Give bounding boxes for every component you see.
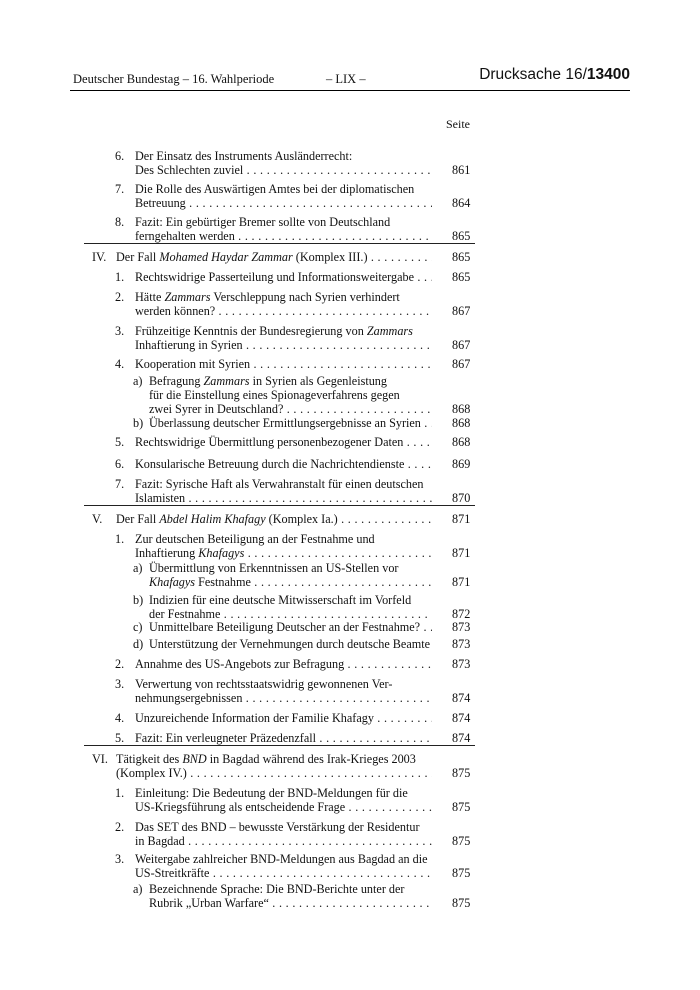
- toc-entry-title: Bezeichnende Sprache: Die BND-Berichte unter der Rubrik „Urban Warfare“ . . .: [149, 882, 432, 910]
- toc-entry-title: Fazit: Syrische Haft als Verwahranstalt für einen deutschen Islamisten . . .: [135, 477, 432, 505]
- toc-entry-number: 3.: [115, 677, 125, 691]
- toc-entry-title: Fazit: Ein gebürtiger Bremer sollte von Deutschland ferngehalten werden . . .: [135, 215, 432, 243]
- header-title: Deutscher Bundestag – 16. Wahlperiode: [73, 72, 275, 86]
- header-page-number: – LIX –: [326, 72, 366, 86]
- toc-entry-page: 874: [452, 731, 471, 745]
- toc-entry-number: V.: [92, 512, 103, 526]
- toc-entry-title: Der Fall Abdel Halim Khafagy (Komplex Ia.) . . .: [116, 512, 432, 526]
- toc-entry-number: 1.: [115, 270, 125, 284]
- toc-entry-title: Befragung Zammars in Syrien als Gegenleistung für die Einstellung eines Spionageverfahrens gegen zwei Syrer in Deutschland? . . .: [149, 374, 432, 417]
- toc-entry-number: a): [133, 882, 143, 896]
- toc-entry-number: 3.: [115, 324, 125, 338]
- toc-entry-number: b): [133, 416, 144, 430]
- toc-entry-number: 5.: [115, 731, 125, 745]
- toc-entry-page: 871: [452, 575, 471, 590]
- section-separator: [84, 243, 475, 244]
- toc-entry-page: 873: [452, 620, 471, 634]
- toc-entry-number: 7.: [115, 477, 125, 491]
- toc-entry-number: 4.: [115, 357, 125, 371]
- toc-entry-number: IV.: [92, 250, 107, 264]
- toc-entry-number: 2.: [115, 290, 125, 304]
- toc-entry-page: 869: [452, 457, 471, 471]
- toc-entry-title: Annahme des US-Angebots zur Befragung . . .: [135, 657, 432, 671]
- toc-entry-number: 1.: [115, 532, 125, 546]
- toc-entry-number: a): [133, 561, 143, 575]
- toc-entry-title: Rechtswidrige Passerteilung und Informationsweitergabe . . .: [135, 270, 432, 284]
- toc-entry-page: 875: [452, 800, 471, 815]
- toc-entry-page: 870: [452, 491, 471, 506]
- toc-entry-page: 868: [452, 435, 471, 449]
- toc-entry-title: Der Einsatz des Instruments Ausländerrecht: Des Schlechten zuviel . . .: [135, 149, 432, 177]
- toc-entry-title: Unterstützung der Vernehmungen durch deutsche Beamte . . .: [149, 637, 432, 651]
- toc-entry-title: Übermittlung von Erkenntnissen an US-Stellen vor Khafagys Festnahme . . .: [149, 561, 432, 589]
- section-separator: [84, 745, 475, 746]
- toc-entry-page: 871: [452, 512, 471, 526]
- toc-entry-number: 8.: [115, 215, 125, 229]
- toc-entry-number: b): [133, 593, 144, 607]
- toc-entry-number: a): [133, 374, 143, 388]
- toc-entry-title: Indizien für eine deutsche Mitwisserschaft im Vorfeld der Festnahme . . .: [149, 593, 432, 621]
- toc-entry-page: 865: [452, 250, 471, 264]
- page-column-label: Seite: [446, 117, 470, 131]
- header-rule: [70, 90, 630, 91]
- toc-entry-page: 873: [452, 637, 471, 651]
- drucksache-prefix: Drucksache 16/: [479, 66, 587, 83]
- toc-entry-title: Tätigkeit des BND in Bagdad während des Irak-Krieges 2003 (Komplex IV.) . . .: [116, 752, 432, 780]
- toc-entry-title: Unzureichende Information der Familie Khafagy . . .: [135, 711, 432, 725]
- header-drucksache: [479, 68, 630, 86]
- toc-entry-page: 867: [452, 304, 471, 319]
- toc-entry-page: 865: [452, 229, 471, 244]
- toc-entry-number: 6.: [115, 457, 125, 471]
- toc-entry-title: Hätte Zammars Verschleppung nach Syrien verhindert werden können? . . .: [135, 290, 432, 318]
- toc-entry-title: Kooperation mit Syrien . . .: [135, 357, 432, 371]
- toc-entry-title: Weitergabe zahlreicher BND-Meldungen aus Bagdad an die US-Streitkräfte . . .: [135, 852, 432, 880]
- toc-entry-title: Das SET des BND – bewusste Verstärkung der Residentur in Bagdad . . .: [135, 820, 432, 848]
- toc-entry-number: 2.: [115, 657, 125, 671]
- drucksache-number: 13400: [586, 66, 630, 83]
- toc-entry-title: Fazit: Ein verleugneter Präzedenzfall . . .: [135, 731, 432, 745]
- toc-entry-number: d): [133, 637, 144, 651]
- toc-entry-title: Unmittelbare Beteiligung Deutscher an der Festnahme? . . .: [149, 620, 432, 634]
- toc-entry-page: 875: [452, 766, 471, 781]
- toc-entry-number: VI.: [92, 752, 108, 766]
- toc-entry-number: 4.: [115, 711, 125, 725]
- toc-entry-title: Die Rolle des Auswärtigen Amtes bei der diplomatischen Betreuung . . .: [135, 182, 432, 210]
- toc-entry-page: 861: [452, 163, 471, 178]
- toc-entry-page: 868: [452, 402, 471, 417]
- toc-entry-number: 7.: [115, 182, 125, 196]
- toc-entry-title: Überlassung deutscher Ermittlungsergebnisse an Syrien . . .: [149, 416, 432, 430]
- toc-entry-title: Rechtswidrige Übermittlung personenbezogener Daten . . .: [135, 435, 432, 449]
- toc-entry-title: Konsularische Betreuung durch die Nachrichtendienste . . .: [135, 457, 432, 471]
- toc-entry-title: Der Fall Mohamed Haydar Zammar (Komplex III.) . . .: [116, 250, 432, 264]
- toc-entry-page: 875: [452, 896, 471, 911]
- toc-entry-page: 875: [452, 866, 471, 881]
- toc-entry-number: 1.: [115, 786, 125, 800]
- toc-entry-page: 871: [452, 546, 471, 561]
- toc-entry-page: 874: [452, 711, 471, 725]
- section-separator: [84, 505, 475, 506]
- toc-entry-page: 867: [452, 338, 471, 353]
- toc-entry-number: 3.: [115, 852, 125, 866]
- toc-entry-page: 872: [452, 607, 471, 622]
- toc-entry-title: Frühzeitige Kenntnis der Bundesregierung von Zammars Inhaftierung in Syrien . . .: [135, 324, 432, 352]
- toc-entry-number: 2.: [115, 820, 125, 834]
- toc-entry-page: 864: [452, 196, 471, 211]
- toc-entry-page: 867: [452, 357, 471, 371]
- toc-entry-title: Verwertung von rechtsstaatswidrig gewonnenen Ver- nehmungsergebnissen . . .: [135, 677, 432, 705]
- toc-entry-page: 874: [452, 691, 471, 706]
- toc-entry-page: 865: [452, 270, 471, 284]
- toc-entry-page: 875: [452, 834, 471, 849]
- toc-entry-page: 868: [452, 416, 471, 430]
- toc-entry-title: Einleitung: Die Bedeutung der BND-Meldungen für die US-Kriegsführung als entscheidende Frage . . .: [135, 786, 432, 814]
- toc-entry-number: c): [133, 620, 143, 634]
- toc-entry-page: 873: [452, 657, 471, 671]
- toc-entry-title: Zur deutschen Beteiligung an der Festnahme und Inhaftierung Khafagys . . .: [135, 532, 432, 560]
- toc-entry-number: 5.: [115, 435, 125, 449]
- toc-entry-number: 6.: [115, 149, 125, 163]
